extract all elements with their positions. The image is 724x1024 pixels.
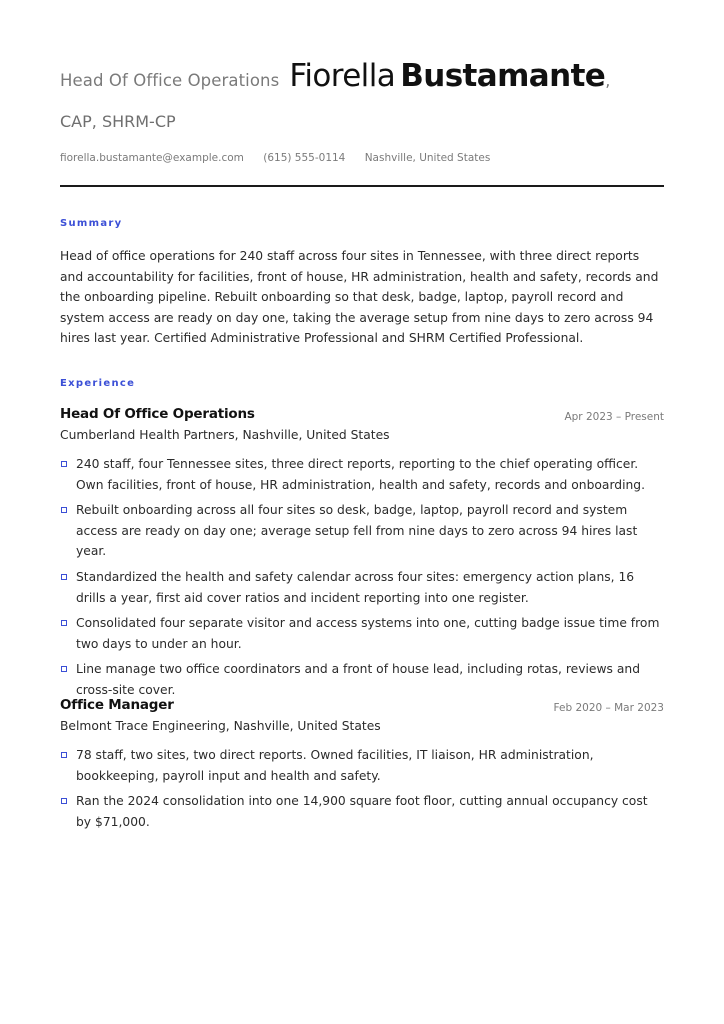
bullet-text: Ran the 2024 consolidation into one 14,900 square foot floor, cutting annual occupancy cost by $71,000. — [76, 794, 648, 829]
square-bullet-icon — [61, 461, 67, 467]
summary-text: Head of office operations for 240 staff across four sites in Tennessee, with three direct reports and accountability for facilities, front of house, HR administration, health and safety, records and the onboarding pipeline. Rebuilt onboarding so that desk, badge, laptop, payroll record and system access are ready on day one, taking the average setup from nine days to zero across 94 hires last year. Certified Administrative Professional and SHRM Certified Professional. — [60, 249, 659, 346]
last-name: Bustamante — [400, 58, 606, 94]
credentials: CAP, SHRM-CP — [60, 112, 176, 131]
first-name: Fiorella — [289, 58, 396, 94]
headline: Head Of Office Operations — [60, 71, 280, 90]
square-bullet-icon — [61, 752, 67, 758]
bullet-text: 240 staff, four Tennessee sites, three direct reports, reporting to the chief operating officer. Own facilities, front of house, HR administration, health and safety, records and onboarding. — [76, 457, 646, 492]
job-title: Head Of Office Operations — [60, 406, 255, 422]
list-item — [60, 791, 664, 832]
list-item — [60, 454, 664, 495]
square-bullet-icon — [61, 798, 67, 804]
experience-heading: Experience — [60, 378, 136, 389]
summary-heading: Summary — [60, 218, 123, 229]
bullet-text: 78 staff, two sites, two direct reports. Owned facilities, IT liaison, HR administration, bookkeeping, payroll input and health and safety. — [76, 748, 594, 783]
bullet-text: Standardized the health and safety calendar across four sites: emergency action plans, 16 drills a year, first aid cover ratios and incident reporting into one register. — [76, 569, 635, 605]
square-bullet-icon — [61, 574, 67, 580]
location: Nashville, United States — [364, 152, 491, 164]
bullet-text: Line manage two office coordinators and a front of house lead, including rotas, reviews and cross-site cover. — [76, 662, 640, 697]
contact-line — [60, 152, 506, 164]
job-bullets — [60, 454, 664, 706]
list-item — [60, 567, 664, 608]
phone-number: (615) 555-0114 — [263, 152, 346, 164]
list-item — [60, 659, 664, 700]
name-comma: , — [605, 71, 611, 90]
square-bullet-icon — [61, 666, 67, 672]
header-divider — [60, 185, 664, 187]
square-bullet-icon — [61, 507, 67, 513]
list-item — [60, 500, 664, 562]
job-title: Office Manager — [60, 697, 174, 713]
job-dates: Feb 2020 – Mar 2023 — [553, 702, 664, 714]
list-item — [60, 745, 664, 786]
bullet-text: Rebuilt onboarding across all four sites so desk, badge, laptop, payroll record and system access are ready on day one; average setup fell from nine days to zero across 94 hires last year. — [76, 503, 638, 559]
job-bullets — [60, 745, 664, 837]
job-dates: Apr 2023 – Present — [564, 411, 664, 423]
email-link[interactable]: fiorella.bustamante@example.com — [60, 152, 244, 164]
header-name-line — [60, 58, 664, 98]
job-company: Belmont Trace Engineering, Nashville, United States — [60, 719, 381, 733]
job-company: Cumberland Health Partners, Nashville, United States — [60, 428, 390, 442]
list-item — [60, 613, 664, 654]
square-bullet-icon — [61, 620, 67, 626]
bullet-text: Consolidated four separate visitor and access systems into one, cutting badge issue time from two days to under an hour. — [76, 616, 660, 651]
